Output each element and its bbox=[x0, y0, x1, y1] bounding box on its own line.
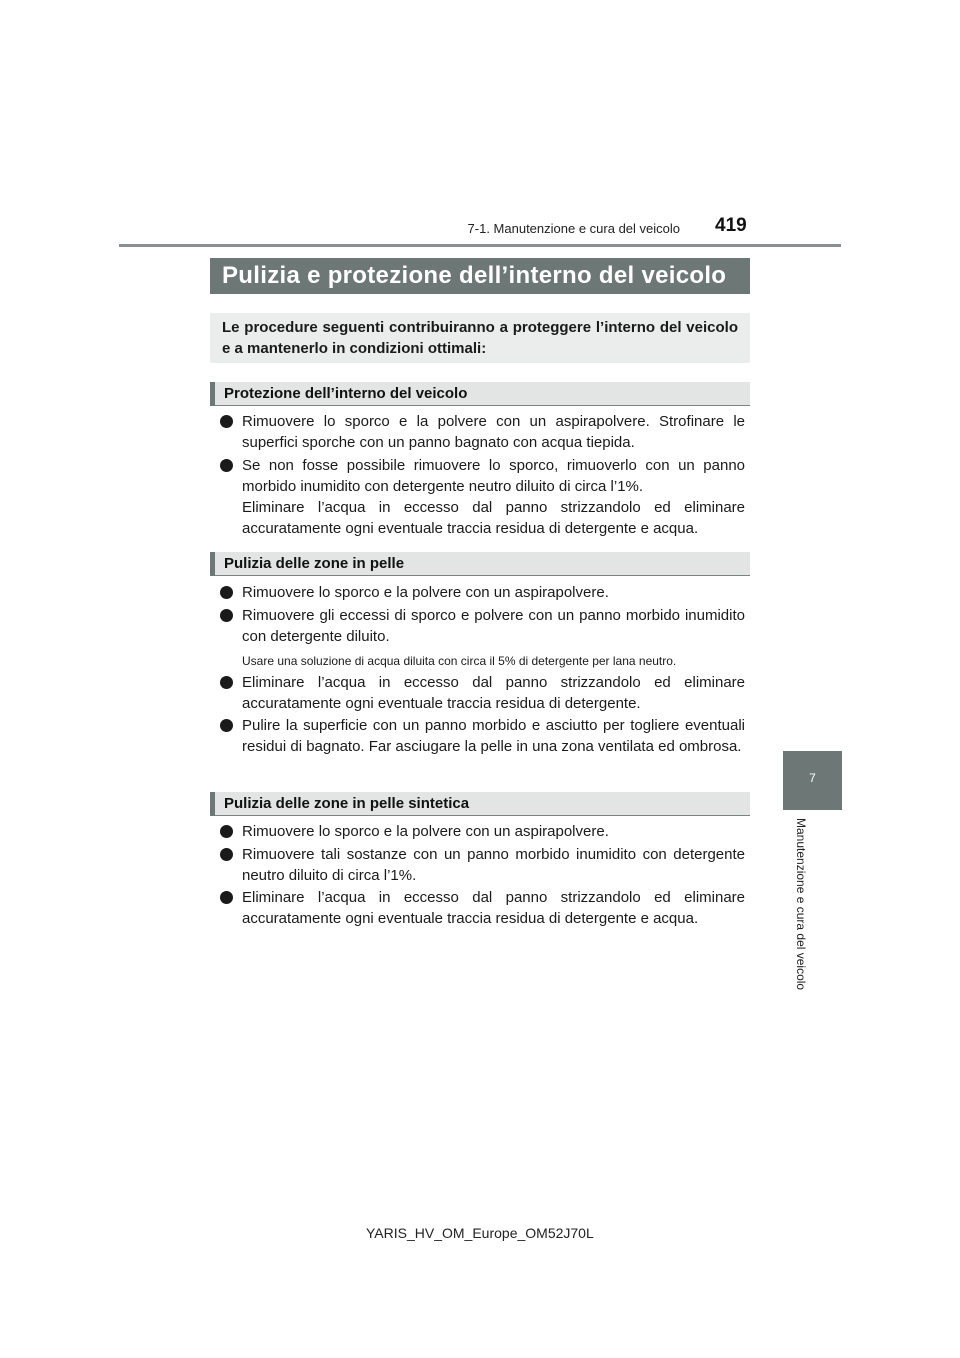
subhead-pelle-sintetica: Pulizia delle zone in pelle sintetica bbox=[210, 792, 750, 816]
item-text: Se non fosse possibile rimuovere lo sporco, rimuoverlo con un panno morbido inumidito con detergente neutro diluito di circa l’1%. bbox=[242, 457, 745, 495]
item-text: Rimuovere lo sporco e la polvere con un aspirapolvere. Strofinare le superfici sporche con un panno bagnato con acqua tiepida. bbox=[242, 413, 745, 451]
list-item bbox=[220, 455, 745, 497]
subhead-protezione: Protezione dell’interno del veicolo bbox=[210, 382, 750, 406]
bullet-icon bbox=[220, 609, 233, 622]
note-text: Usare una soluzione di acqua diluita con circa il 5% di detergente per lana neutro. bbox=[242, 654, 677, 668]
list-item bbox=[220, 605, 745, 647]
list-item bbox=[220, 887, 745, 929]
bullet-icon bbox=[220, 719, 233, 732]
chapter-tab: 7 bbox=[783, 751, 842, 810]
bullet-icon bbox=[220, 848, 233, 861]
paragraph-continuation bbox=[220, 497, 745, 539]
list-item bbox=[220, 582, 745, 603]
bullet-icon bbox=[220, 891, 233, 904]
header-rule bbox=[119, 244, 841, 247]
section-title: Pulizia e protezione dell’interno del veicolo bbox=[210, 258, 750, 294]
item-text: Rimuovere lo sporco e la polvere con un aspirapolvere. bbox=[242, 823, 609, 840]
running-head: 7-1. Manutenzione e cura del veicolo bbox=[467, 221, 680, 236]
list-item bbox=[220, 821, 745, 842]
item-text: Eliminare l’acqua in eccesso dal panno strizzandolo ed eliminare accuratamente ogni eventuale traccia residua di detergente. bbox=[242, 674, 745, 712]
list-item bbox=[220, 715, 745, 757]
chapter-label: Manutenzione e cura del veicolo bbox=[794, 818, 808, 991]
bullet-icon bbox=[220, 586, 233, 599]
item-text: Rimuovere lo sporco e la polvere con un aspirapolvere. bbox=[242, 584, 609, 601]
intro-text: Le procedure seguenti contribuiranno a proteggere l’interno del veicolo e a mantenerlo in condizioni ottimali: bbox=[210, 313, 750, 363]
list-item bbox=[220, 411, 745, 453]
page-number: 419 bbox=[715, 215, 747, 236]
bullet-icon bbox=[220, 825, 233, 838]
item-text: Pulire la superficie con un panno morbido e asciutto per togliere eventuali residui di bagnato. Far asciugare la pelle in una zona ventilata ed ombrosa. bbox=[242, 717, 745, 755]
list-item bbox=[220, 844, 745, 886]
item-text: Rimuovere gli eccessi di sporco e polvere con un panno morbido inumidito con detergente diluito. bbox=[242, 607, 745, 645]
item-text: Eliminare l’acqua in eccesso dal panno strizzandolo ed eliminare accuratamente ogni eventuale traccia residua di detergente e acqua. bbox=[242, 889, 745, 927]
bullet-icon bbox=[220, 459, 233, 472]
item-text: Eliminare l’acqua in eccesso dal panno strizzandolo ed eliminare accuratamente ogni eventuale traccia residua di detergente e acqua. bbox=[242, 499, 745, 537]
subhead-pelle: Pulizia delle zone in pelle bbox=[210, 552, 750, 576]
bullet-icon bbox=[220, 415, 233, 428]
item-text: Rimuovere tali sostanze con un panno morbido inumidito con detergente neutro diluito di circa l’1%. bbox=[242, 846, 745, 884]
bullet-icon bbox=[220, 676, 233, 689]
footer-code: YARIS_HV_OM_Europe_OM52J70L bbox=[366, 1225, 594, 1241]
list-item bbox=[220, 672, 745, 714]
